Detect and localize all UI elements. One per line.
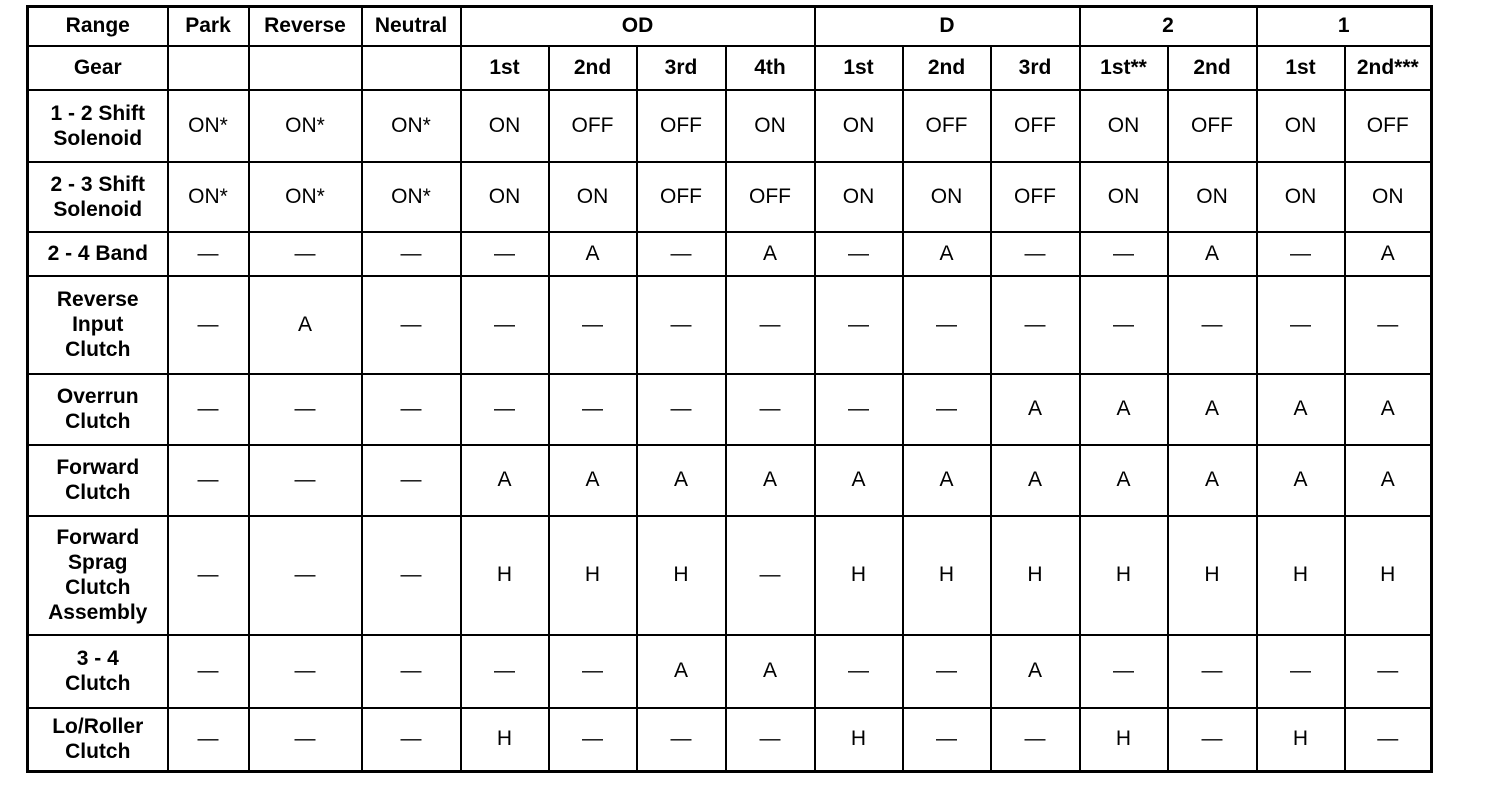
table-cell: — xyxy=(1345,635,1432,708)
table-cell: ON* xyxy=(362,162,461,232)
table-cell: OFF xyxy=(637,90,726,162)
table-cell: — xyxy=(637,276,726,374)
table-cell: H xyxy=(815,516,903,635)
range-label: Range xyxy=(28,7,168,46)
table-cell: A xyxy=(815,445,903,516)
gear-cell: 3rd xyxy=(991,46,1080,90)
range-reverse: Reverse xyxy=(249,7,362,46)
range-d: D xyxy=(815,7,1080,46)
table-body xyxy=(28,7,1432,772)
table-cell: — xyxy=(1168,635,1257,708)
table-cell: A xyxy=(1257,374,1345,445)
table-cell: A xyxy=(461,445,549,516)
table-cell: H xyxy=(1080,708,1168,772)
table-cell: — xyxy=(903,635,991,708)
table-cell: ON xyxy=(1257,162,1345,232)
table-cell: — xyxy=(1168,276,1257,374)
table-cell: H xyxy=(1168,516,1257,635)
gear-cell: 1st** xyxy=(1080,46,1168,90)
row-label: 3 - 4 Clutch xyxy=(28,635,168,708)
table-cell: OFF xyxy=(1345,90,1432,162)
table-row xyxy=(28,276,1432,374)
table-cell: H xyxy=(1257,708,1345,772)
gear-cell: 2nd xyxy=(1168,46,1257,90)
table-cell: — xyxy=(249,232,362,276)
table-cell: A xyxy=(1080,374,1168,445)
table-cell: ON xyxy=(1080,162,1168,232)
gear-cell xyxy=(168,46,249,90)
table-cell: — xyxy=(362,445,461,516)
table-cell: OFF xyxy=(1168,90,1257,162)
table-cell: ON xyxy=(1345,162,1432,232)
table-cell: — xyxy=(461,232,549,276)
table-cell: — xyxy=(461,635,549,708)
table-cell: — xyxy=(249,708,362,772)
table-cell: A xyxy=(637,445,726,516)
table-cell: A xyxy=(991,635,1080,708)
table-cell: A xyxy=(249,276,362,374)
table-cell: H xyxy=(1257,516,1345,635)
table-cell: H xyxy=(1080,516,1168,635)
table-cell: A xyxy=(1080,445,1168,516)
table-cell: — xyxy=(549,374,637,445)
table-row xyxy=(28,232,1432,276)
table-cell: — xyxy=(549,708,637,772)
table-cell: — xyxy=(249,445,362,516)
table-row xyxy=(28,90,1432,162)
table-row xyxy=(28,635,1432,708)
table-cell: A xyxy=(991,445,1080,516)
table-cell: ON xyxy=(815,162,903,232)
row-label: 2 - 3 Shift Solenoid xyxy=(28,162,168,232)
table-cell: H xyxy=(461,516,549,635)
table-cell: — xyxy=(991,232,1080,276)
table-cell: OFF xyxy=(991,90,1080,162)
gear-cell xyxy=(362,46,461,90)
table-cell: OFF xyxy=(637,162,726,232)
table-cell: A xyxy=(726,232,815,276)
table-cell: — xyxy=(1257,635,1345,708)
row-label: Overrun Clutch xyxy=(28,374,168,445)
table-row xyxy=(28,374,1432,445)
row-label: Reverse Input Clutch xyxy=(28,276,168,374)
table-cell: — xyxy=(1080,276,1168,374)
table-cell: ON* xyxy=(249,90,362,162)
table-cell: A xyxy=(549,232,637,276)
table-cell: A xyxy=(1345,374,1432,445)
table-cell: — xyxy=(903,276,991,374)
table-cell: — xyxy=(249,374,362,445)
table-row xyxy=(28,708,1432,772)
table-row xyxy=(28,516,1432,635)
gear-cell: 1st xyxy=(1257,46,1345,90)
table-cell: H xyxy=(461,708,549,772)
table-cell: H xyxy=(549,516,637,635)
table-cell: — xyxy=(168,708,249,772)
table-cell: A xyxy=(726,445,815,516)
table-cell: — xyxy=(168,374,249,445)
table-cell: — xyxy=(168,445,249,516)
table-cell: ON* xyxy=(249,162,362,232)
table-cell: — xyxy=(461,374,549,445)
table-cell: A xyxy=(1345,232,1432,276)
table-cell: A xyxy=(1345,445,1432,516)
table-cell: A xyxy=(1168,445,1257,516)
table-cell: A xyxy=(903,445,991,516)
table-cell: — xyxy=(815,374,903,445)
table-cell: ON xyxy=(815,90,903,162)
gear-cell: 2nd xyxy=(903,46,991,90)
table-cell: — xyxy=(168,232,249,276)
range-row xyxy=(28,7,1432,46)
table-cell: ON xyxy=(1257,90,1345,162)
range-od: OD xyxy=(461,7,815,46)
table-cell: — xyxy=(991,708,1080,772)
table-cell: — xyxy=(815,635,903,708)
table-cell: — xyxy=(461,276,549,374)
table-cell: — xyxy=(1257,232,1345,276)
table-cell: — xyxy=(549,276,637,374)
table-cell: A xyxy=(1168,374,1257,445)
gear-label: Gear xyxy=(28,46,168,90)
table-cell: — xyxy=(549,635,637,708)
table-cell: A xyxy=(991,374,1080,445)
gear-cell xyxy=(249,46,362,90)
table-cell: — xyxy=(815,276,903,374)
table-row xyxy=(28,445,1432,516)
table-cell: — xyxy=(726,708,815,772)
table-cell: — xyxy=(249,516,362,635)
table-cell: A xyxy=(903,232,991,276)
table-cell: — xyxy=(1257,276,1345,374)
table-cell: ON xyxy=(726,90,815,162)
table-cell: — xyxy=(362,516,461,635)
table-cell: A xyxy=(1257,445,1345,516)
gear-cell: 3rd xyxy=(637,46,726,90)
table-cell: OFF xyxy=(726,162,815,232)
table-cell: A xyxy=(1168,232,1257,276)
shift-table xyxy=(26,5,1433,773)
row-label: Forward Clutch xyxy=(28,445,168,516)
table-cell: — xyxy=(168,516,249,635)
table-cell: OFF xyxy=(549,90,637,162)
table-cell: ON xyxy=(461,90,549,162)
table-cell: — xyxy=(637,708,726,772)
table-cell: ON* xyxy=(168,90,249,162)
table-cell: ON xyxy=(549,162,637,232)
table-cell: — xyxy=(168,276,249,374)
table-cell: — xyxy=(637,232,726,276)
table-cell: — xyxy=(726,374,815,445)
table-cell: — xyxy=(991,276,1080,374)
table-cell: H xyxy=(991,516,1080,635)
table-cell: — xyxy=(903,708,991,772)
table-cell: — xyxy=(1345,708,1432,772)
row-label: Lo/Roller Clutch xyxy=(28,708,168,772)
table-cell: — xyxy=(726,276,815,374)
table-cell: — xyxy=(168,635,249,708)
table-cell: — xyxy=(1080,635,1168,708)
table-cell: ON* xyxy=(168,162,249,232)
table-cell: H xyxy=(637,516,726,635)
table-cell: — xyxy=(362,374,461,445)
gear-row xyxy=(28,46,1432,90)
table-cell: ON* xyxy=(362,90,461,162)
table-cell: — xyxy=(362,635,461,708)
table-cell: — xyxy=(362,276,461,374)
table-cell: OFF xyxy=(903,90,991,162)
table-cell: ON xyxy=(1080,90,1168,162)
table-cell: ON xyxy=(1168,162,1257,232)
table-cell: ON xyxy=(461,162,549,232)
table-cell: — xyxy=(726,516,815,635)
table-cell: — xyxy=(1080,232,1168,276)
table-cell: — xyxy=(815,232,903,276)
table-cell: — xyxy=(362,232,461,276)
gear-cell: 2nd*** xyxy=(1345,46,1432,90)
table-cell: A xyxy=(637,635,726,708)
gear-cell: 4th xyxy=(726,46,815,90)
range-neutral: Neutral xyxy=(362,7,461,46)
gear-cell: 1st xyxy=(461,46,549,90)
table-cell: — xyxy=(249,635,362,708)
gear-cell: 1st xyxy=(815,46,903,90)
gear-cell: 2nd xyxy=(549,46,637,90)
table-row xyxy=(28,162,1432,232)
row-label: 1 - 2 Shift Solenoid xyxy=(28,90,168,162)
table-cell: — xyxy=(362,708,461,772)
row-label: 2 - 4 Band xyxy=(28,232,168,276)
row-label: Forward Sprag Clutch Assembly xyxy=(28,516,168,635)
range-1: 1 xyxy=(1257,7,1432,46)
table-cell: A xyxy=(726,635,815,708)
range-park: Park xyxy=(168,7,249,46)
table-cell: H xyxy=(815,708,903,772)
table-cell: H xyxy=(903,516,991,635)
table-cell: H xyxy=(1345,516,1432,635)
table-cell: — xyxy=(903,374,991,445)
table-cell: — xyxy=(1168,708,1257,772)
table-cell: A xyxy=(549,445,637,516)
table-cell: — xyxy=(637,374,726,445)
range-2: 2 xyxy=(1080,7,1257,46)
table-cell: — xyxy=(1345,276,1432,374)
table-cell: OFF xyxy=(991,162,1080,232)
table-cell: ON xyxy=(903,162,991,232)
